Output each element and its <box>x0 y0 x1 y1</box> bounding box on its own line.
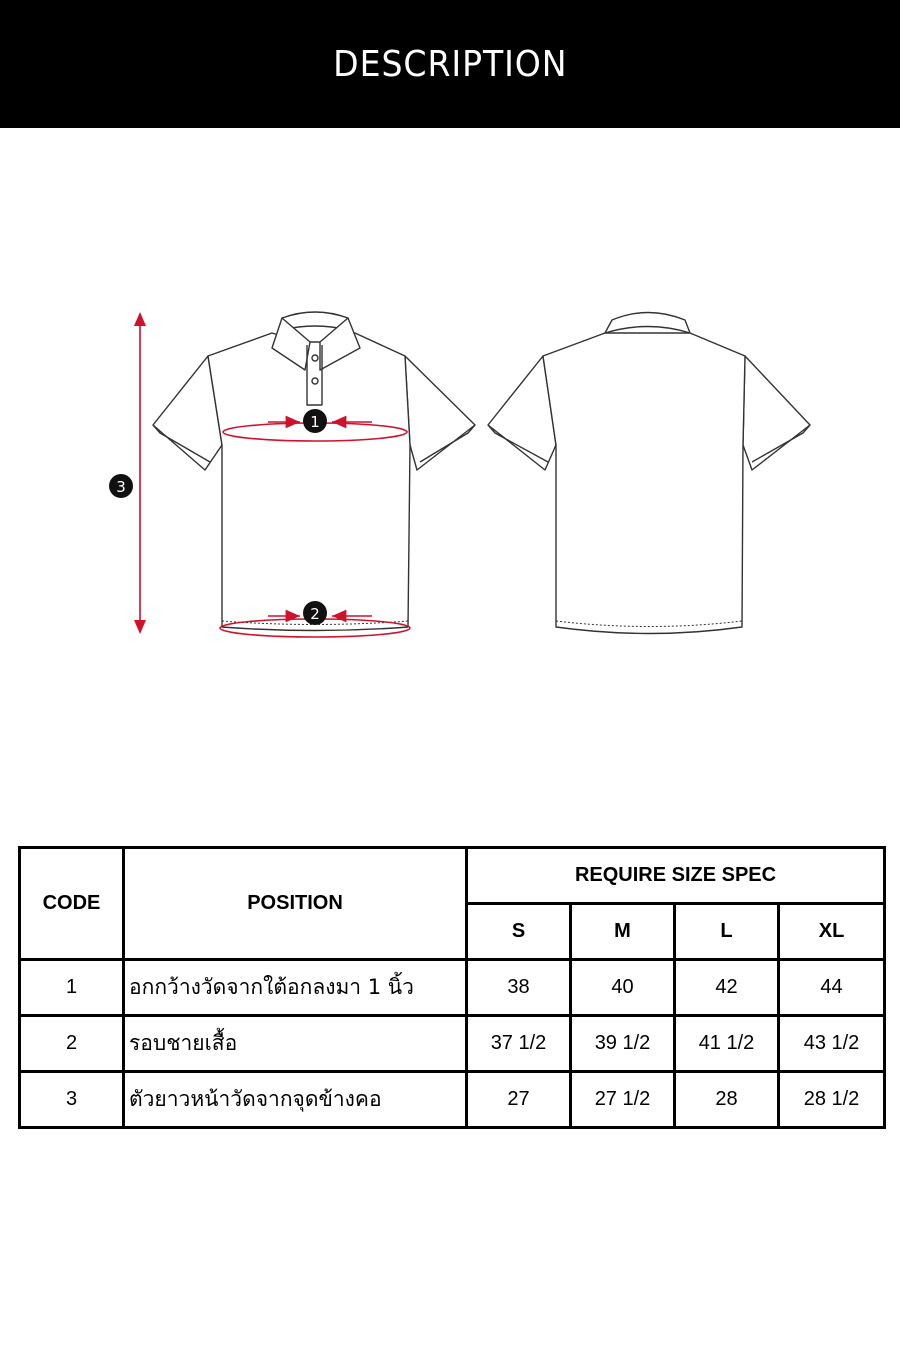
shirt-diagram <box>0 128 900 808</box>
table-row <box>20 1072 885 1128</box>
row-value-m: 39 1/2 <box>571 1016 675 1072</box>
header-bar <box>0 0 900 128</box>
row-value-s: 37 1/2 <box>467 1016 571 1072</box>
row-code: 3 <box>20 1072 124 1128</box>
row-code: 2 <box>20 1016 124 1072</box>
header-size-spec: REQUIRE SIZE SPEC <box>467 848 885 904</box>
svg-text:2: 2 <box>310 605 320 623</box>
row-value-s: 27 <box>467 1072 571 1128</box>
row-value-l: 42 <box>675 960 779 1016</box>
row-position: รอบชายเสื้อ <box>124 1016 467 1072</box>
marker-3-icon <box>109 474 133 498</box>
row-value-l: 28 <box>675 1072 779 1128</box>
size-spec-table <box>18 846 886 1129</box>
marker-2-icon <box>303 601 327 625</box>
table-row <box>20 960 885 1016</box>
row-value-s: 38 <box>467 960 571 1016</box>
length-measure <box>134 312 146 634</box>
table-row <box>20 1016 885 1072</box>
row-value-xl: 44 <box>779 960 885 1016</box>
row-position: อกกว้างวัดจากใต้อกลงมา 1 นิ้ว <box>124 960 467 1016</box>
header-size-l: L <box>675 904 779 960</box>
header-code: CODE <box>20 848 124 960</box>
row-value-m: 27 1/2 <box>571 1072 675 1128</box>
row-code: 1 <box>20 960 124 1016</box>
front-shirt-drawing <box>153 312 475 631</box>
header-position: POSITION <box>124 848 467 960</box>
marker-1-icon <box>303 409 327 433</box>
page-title: DESCRIPTION <box>332 43 568 85</box>
svg-text:3: 3 <box>116 478 126 496</box>
row-value-xl: 43 1/2 <box>779 1016 885 1072</box>
row-position: ตัวยาวหน้าวัดจากจุดข้างคอ <box>124 1072 467 1128</box>
row-value-xl: 28 1/2 <box>779 1072 885 1128</box>
header-size-m: M <box>571 904 675 960</box>
row-value-l: 41 1/2 <box>675 1016 779 1072</box>
row-value-m: 40 <box>571 960 675 1016</box>
header-size-s: S <box>467 904 571 960</box>
header-size-xl: XL <box>779 904 885 960</box>
back-shirt-drawing <box>488 313 810 634</box>
svg-text:1: 1 <box>310 413 320 431</box>
